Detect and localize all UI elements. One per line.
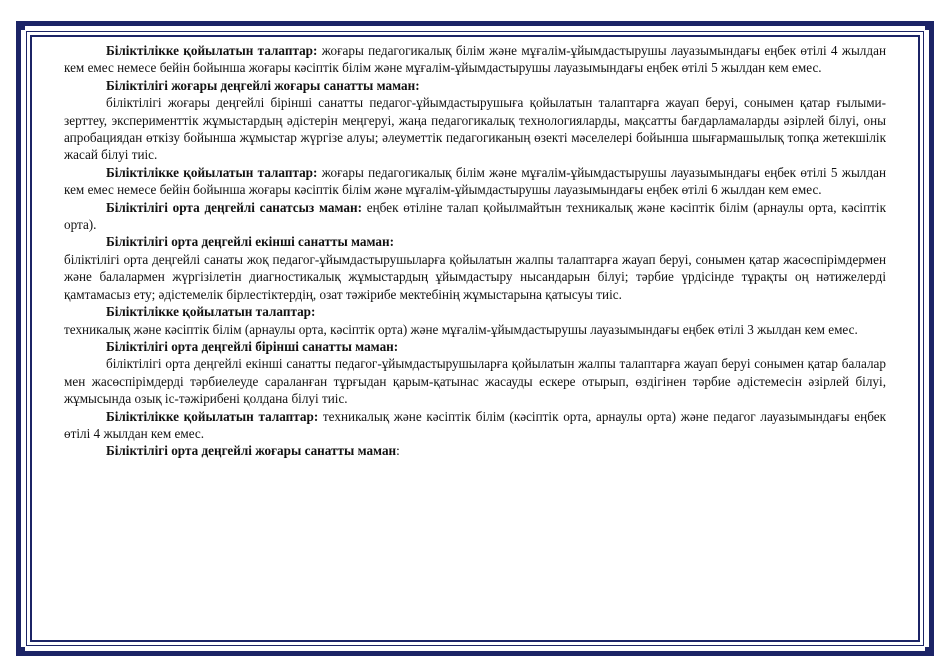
paragraph-text: : bbox=[396, 443, 400, 459]
frame-corner bbox=[16, 647, 25, 656]
paragraph bbox=[64, 94, 886, 164]
paragraph bbox=[64, 321, 886, 338]
paragraph-heading: Біліктілігі орта деңгейлі санатсыз маман: bbox=[106, 199, 362, 215]
paragraph-text: біліктілігі жоғары деңгейлі бірінші санатты педагог-ұйымдастырушыға қойылатын талаптарға жауап беруі, сонымен қатар ғылыми-зерттеу, эксперименттік жұмыстардың әдістерін меңгеруі, жаңа педагогикалық технологияларды, мақсатты бағдарламаларды әзірлей білуі, оны апробациядан өткізу бойынша жұмыстар жүргізе алуы; әлеуметтік педагогиканың өзекті мәселелері бойынша шығармашылық топқа жетекшілік жасай білуі тиіс. bbox=[64, 95, 886, 163]
paragraph bbox=[64, 355, 886, 407]
paragraph-text: техникалық және кәсіптік білім (кәсіптік орта, арнаулы орта) және педагог лауазымындағы еңбек өтілі 4 жылдан кем емес. bbox=[64, 408, 886, 441]
paragraph bbox=[64, 233, 886, 250]
paragraph-text: біліктілігі орта деңгейлі екінші санатты педагог-ұйымдастырушыларға қойылатын жалпы талаптарға жауап беруі сонымен қатар балалар мен жасөспірімдерді тәрбиелеуде сараланған тұрғыдан қарым-қатынас жасауды ескере отырып, өздігінен тәрбие әдістемесін әзірлей білуі, жұмысында озық іс-тәжірибені қолдана білуі тиіс. bbox=[64, 356, 886, 407]
paragraph bbox=[64, 77, 886, 94]
paragraph bbox=[64, 251, 886, 303]
paragraph-heading: Біліктілікке қойылатын талаптар: bbox=[106, 43, 318, 58]
paragraph bbox=[64, 42, 886, 77]
paragraph-heading: Біліктілікке қойылатын талаптар: bbox=[106, 164, 318, 180]
paragraph-heading: Біліктілігі орта деңгейлі екінші санатты маман: bbox=[106, 234, 395, 250]
paragraph-heading: Біліктілікке қойылатын талаптар: bbox=[106, 408, 319, 424]
paragraph bbox=[64, 303, 886, 320]
paragraph-heading: Біліктілігі жоғары деңгейлі жоғары санатты маман: bbox=[106, 77, 420, 93]
frame-corner bbox=[925, 21, 934, 30]
paragraph-text: біліктілігі орта деңгейлі санаты жоқ педагог-ұйымдастырушыларға қойылатын жалпы талаптарға жауап беруі, сонымен қатар жасөспірімдермен және балалармен жүргізілетін диагностикалық жұмыстардың ұйымдастыру нысандарын білуі; тәрбие үрдісінде тұрақты оң нәтижелерді қамтамасыз ету; әдістемелік бірлестіктердің, озат тәжірибе мектебінің жұмыстарына қатысуы тиіс. bbox=[64, 251, 886, 302]
paragraph bbox=[64, 408, 886, 443]
paragraph-heading: Біліктілігі орта деңгейлі жоғары санатты маман bbox=[106, 443, 397, 459]
document-body bbox=[64, 42, 886, 460]
frame-corner bbox=[16, 21, 25, 30]
paragraph-text: жоғары педагогикалық білім және мұғалім-ұйымдастырушы лауазымындағы еңбек өтілі 4 жылдан кем емес немесе бейін бойынша жоғары кәсіптік білім және мұғалім-ұйымдастырушы лауазымындағы еңбек өтілі 5 жылдан кем емес. bbox=[64, 43, 887, 76]
paragraph bbox=[64, 164, 886, 199]
paragraph bbox=[64, 338, 886, 355]
paragraph-text: еңбек өтіліне талап қойылмайтын техникалық және кәсіптік білім (арнаулы орта, кәсіптік орта). bbox=[64, 199, 886, 233]
paragraph-heading: Біліктілікке қойылатын талаптар: bbox=[106, 304, 316, 320]
paragraph-text: техникалық және кәсіптік білім (арнаулы орта, кәсіптік орта) және мұғалім-ұйымдастырушы лауазымындағы еңбек өтілі 3 жылдан кем емес. bbox=[64, 321, 858, 337]
paragraph bbox=[64, 442, 886, 459]
paragraph-heading: Біліктілігі орта деңгейлі бірінші санатты маман: bbox=[106, 338, 399, 354]
frame-corner bbox=[925, 647, 934, 656]
paragraph-text: жоғары педагогикалық білім және мұғалім-ұйымдастырушы лауазымындағы еңбек өтілі 5 жылдан кем емес немесе бейін бойынша жоғары кәсіптік білім және мұғалім-ұйымдастырушы лауазымындағы еңбек өтілі 6 жылдан кем емес. bbox=[64, 164, 887, 198]
paragraph bbox=[64, 199, 886, 234]
